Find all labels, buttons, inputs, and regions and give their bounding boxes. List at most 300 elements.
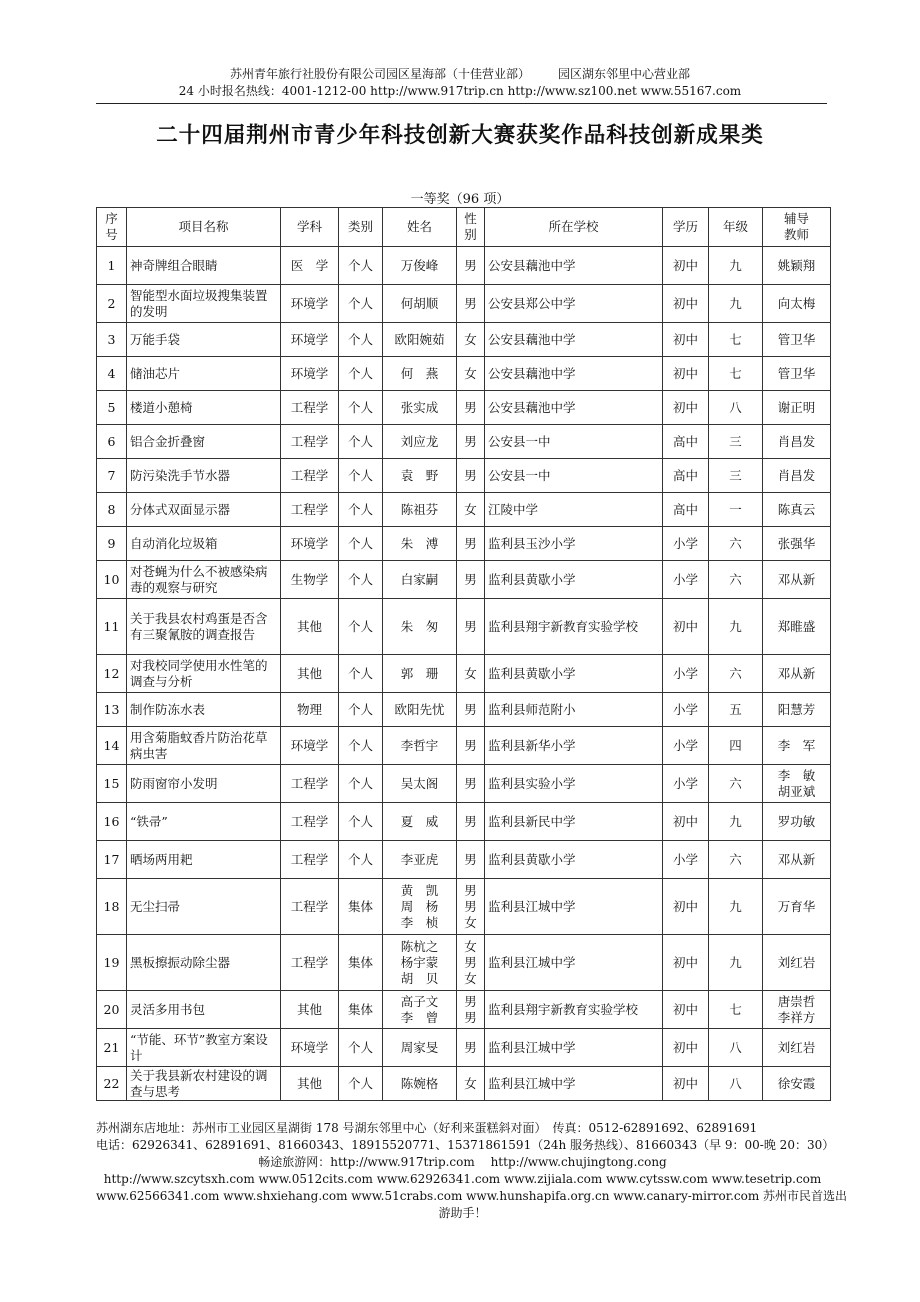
cell-names-entry: 郭 珊 — [400, 665, 439, 681]
cell-no: 11 — [97, 599, 127, 655]
cell-names — [383, 803, 457, 841]
cell-subject: 环境学 — [281, 323, 339, 357]
cell-genders-entry: 男 — [464, 399, 477, 415]
cell-level: 初中 — [663, 247, 709, 285]
cell-category: 个人 — [339, 561, 383, 599]
cell-genders — [457, 991, 485, 1029]
cell-genders — [457, 425, 485, 459]
cell-genders — [457, 1029, 485, 1067]
cell-subject: 医 学 — [281, 247, 339, 285]
cell-subject: 其他 — [281, 599, 339, 655]
cell-genders-entry: 男 — [464, 737, 477, 753]
cell-subject: 工程学 — [281, 425, 339, 459]
cell-genders — [457, 693, 485, 727]
cell-names — [383, 323, 457, 357]
cell-teachers-entry: 徐安霞 — [777, 1075, 816, 1091]
cell-genders-entry: 男 — [464, 571, 477, 587]
cell-genders-entry: 男 — [464, 954, 477, 970]
cell-names-entry: 白家嗣 — [400, 571, 439, 587]
cell-school: 监利县江城中学 — [485, 879, 663, 935]
cell-grade: 三 — [709, 425, 763, 459]
cell-project: 对苍蝇为什么不被感染病毒的观察与研究 — [127, 561, 281, 599]
header-project: 项目名称 — [127, 208, 281, 247]
cell-genders-entry: 女 — [464, 914, 477, 930]
cell-genders-entry: 男 — [464, 701, 477, 717]
cell-category: 个人 — [339, 727, 383, 765]
cell-category: 个人 — [339, 247, 383, 285]
cell-no: 17 — [97, 841, 127, 879]
cell-names-entry: 陈祖芬 — [400, 501, 439, 517]
cell-teachers-entry: 邓从新 — [777, 665, 816, 681]
cell-project: 铝合金折叠窗 — [127, 425, 281, 459]
cell-grade: 三 — [709, 459, 763, 493]
cell-names — [383, 991, 457, 1029]
cell-teachers-entry: 阳慧芳 — [777, 701, 816, 717]
header-no: 序 号 — [97, 208, 127, 247]
cell-project: 灵活多用书包 — [127, 991, 281, 1029]
cell-names — [383, 425, 457, 459]
cell-teachers — [763, 599, 831, 655]
cell-grade: 九 — [709, 879, 763, 935]
cell-level: 初中 — [663, 935, 709, 991]
cell-school: 监利县翔宇新教育实验学校 — [485, 991, 663, 1029]
cell-genders — [457, 561, 485, 599]
cell-teachers — [763, 1067, 831, 1101]
cell-subject: 其他 — [281, 991, 339, 1029]
cell-project: 储油芯片 — [127, 357, 281, 391]
table-row — [97, 655, 831, 693]
cell-genders-entry: 男 — [464, 295, 477, 311]
cell-no: 1 — [97, 247, 127, 285]
cell-grade: 八 — [709, 1029, 763, 1067]
cell-subject: 其他 — [281, 1067, 339, 1101]
cell-teachers — [763, 765, 831, 803]
cell-names — [383, 561, 457, 599]
cell-category: 个人 — [339, 1067, 383, 1101]
cell-project: “铁帚” — [127, 803, 281, 841]
cell-genders — [457, 727, 485, 765]
cell-teachers — [763, 693, 831, 727]
cell-project: 制作防冻水表 — [127, 693, 281, 727]
cell-level: 小学 — [663, 561, 709, 599]
cell-names — [383, 493, 457, 527]
table-row — [97, 693, 831, 727]
page-footer — [96, 1120, 848, 1222]
cell-genders — [457, 879, 485, 935]
cell-school: 监利县江城中学 — [485, 1067, 663, 1101]
cell-grade: 七 — [709, 357, 763, 391]
cell-grade: 四 — [709, 727, 763, 765]
cell-genders-entry: 男 — [464, 433, 477, 449]
cell-project: 无尘扫帚 — [127, 879, 281, 935]
table-row — [97, 803, 831, 841]
cell-category: 个人 — [339, 1029, 383, 1067]
table-row — [97, 727, 831, 765]
cell-grade: 九 — [709, 247, 763, 285]
cell-teachers-entry: 李 军 — [777, 737, 816, 753]
cell-genders — [457, 391, 485, 425]
cell-no: 16 — [97, 803, 127, 841]
cell-genders-entry: 女 — [464, 938, 477, 954]
cell-no: 18 — [97, 879, 127, 935]
cell-names — [383, 1029, 457, 1067]
cell-genders-entry: 男 — [464, 535, 477, 551]
cell-teachers-entry: 向太梅 — [777, 295, 816, 311]
cell-genders-entry: 女 — [464, 970, 477, 986]
cell-school: 监利县江城中学 — [485, 935, 663, 991]
cell-subject: 环境学 — [281, 527, 339, 561]
cell-no: 13 — [97, 693, 127, 727]
cell-category: 个人 — [339, 693, 383, 727]
cell-level: 小学 — [663, 765, 709, 803]
cell-grade: 六 — [709, 765, 763, 803]
table-row — [97, 991, 831, 1029]
cell-names-entry: 何胡顺 — [400, 295, 439, 311]
cell-level: 小学 — [663, 527, 709, 561]
cell-subject: 工程学 — [281, 765, 339, 803]
cell-school: 监利县新华小学 — [485, 727, 663, 765]
cell-project: 神奇牌组合眼睛 — [127, 247, 281, 285]
cell-teachers-entry: 郑睢盛 — [777, 618, 816, 634]
cell-names-entry: 袁 野 — [400, 467, 439, 483]
header-branch: 园区湖东邻里中心营业部 — [558, 67, 691, 81]
cell-teachers — [763, 459, 831, 493]
cell-names-entry: 朱 溥 — [400, 535, 439, 551]
cell-teachers — [763, 841, 831, 879]
cell-teachers-entry: 李 敏 — [777, 767, 816, 783]
cell-no: 6 — [97, 425, 127, 459]
cell-teachers — [763, 357, 831, 391]
cell-category: 集体 — [339, 991, 383, 1029]
cell-level: 小学 — [663, 655, 709, 693]
table-row — [97, 285, 831, 323]
cell-school: 监利县黄歇小学 — [485, 655, 663, 693]
cell-category: 个人 — [339, 459, 383, 493]
table-row — [97, 879, 831, 935]
cell-subject: 环境学 — [281, 727, 339, 765]
cell-school: 江陵中学 — [485, 493, 663, 527]
cell-project: “节能、环节”教室方案设计 — [127, 1029, 281, 1067]
cell-teachers — [763, 935, 831, 991]
cell-names-entry: 高子文 — [400, 993, 439, 1009]
cell-names — [383, 527, 457, 561]
cell-grade: 九 — [709, 599, 763, 655]
cell-genders — [457, 655, 485, 693]
table-row — [97, 765, 831, 803]
header-grade: 年级 — [709, 208, 763, 247]
cell-project: 晒场两用耙 — [127, 841, 281, 879]
cell-genders-entry: 女 — [464, 501, 477, 517]
cell-grade: 九 — [709, 285, 763, 323]
cell-teachers — [763, 493, 831, 527]
cell-grade: 八 — [709, 1067, 763, 1101]
cell-genders-entry: 男 — [464, 618, 477, 634]
cell-subject: 工程学 — [281, 493, 339, 527]
cell-school: 监利县黄歇小学 — [485, 561, 663, 599]
cell-project: 关于我县农村鸡蛋是否含有三聚氰胺的调查报告 — [127, 599, 281, 655]
cell-names-entry: 刘应龙 — [400, 433, 439, 449]
awards-table — [96, 207, 831, 1101]
cell-school: 公安县藕池中学 — [485, 391, 663, 425]
cell-genders — [457, 323, 485, 357]
cell-level: 初中 — [663, 991, 709, 1029]
cell-level: 初中 — [663, 803, 709, 841]
cell-no: 10 — [97, 561, 127, 599]
table-row — [97, 357, 831, 391]
cell-grade: 七 — [709, 323, 763, 357]
cell-no: 21 — [97, 1029, 127, 1067]
cell-category: 个人 — [339, 391, 383, 425]
cell-no: 7 — [97, 459, 127, 493]
cell-grade: 九 — [709, 935, 763, 991]
cell-category: 个人 — [339, 323, 383, 357]
cell-teachers-entry: 邓从新 — [777, 851, 816, 867]
cell-genders-entry: 女 — [464, 1075, 477, 1091]
cell-teachers — [763, 561, 831, 599]
cell-category: 个人 — [339, 841, 383, 879]
cell-genders-entry: 男 — [464, 882, 477, 898]
cell-category: 个人 — [339, 285, 383, 323]
cell-names-entry: 杨宇蒙 — [400, 954, 439, 970]
cell-teachers — [763, 323, 831, 357]
cell-grade: 五 — [709, 693, 763, 727]
cell-teachers-entry: 姚颖翔 — [777, 257, 816, 273]
table-row — [97, 493, 831, 527]
cell-no: 3 — [97, 323, 127, 357]
cell-project: 防污染洗手节水器 — [127, 459, 281, 493]
cell-genders — [457, 803, 485, 841]
cell-teachers — [763, 527, 831, 561]
cell-no: 22 — [97, 1067, 127, 1101]
footer-website: 畅途旅游网：http://www.917trip.com http://www.chujingtong.cong — [258, 1155, 667, 1169]
cell-names — [383, 599, 457, 655]
cell-no: 9 — [97, 527, 127, 561]
cell-names — [383, 841, 457, 879]
cell-level: 高中 — [663, 493, 709, 527]
cell-names — [383, 1067, 457, 1101]
cell-project: 黑板擦振动除尘器 — [127, 935, 281, 991]
cell-school: 公安县郑公中学 — [485, 285, 663, 323]
cell-subject: 生物学 — [281, 561, 339, 599]
cell-school: 监利县实验小学 — [485, 765, 663, 803]
cell-genders-entry: 男 — [464, 257, 477, 273]
cell-teachers-entry: 刘红岩 — [777, 1039, 816, 1055]
cell-grade: 八 — [709, 391, 763, 425]
header-gender: 性 别 — [457, 208, 485, 247]
cell-genders-entry: 男 — [464, 851, 477, 867]
cell-teachers — [763, 727, 831, 765]
cell-genders-entry: 女 — [464, 665, 477, 681]
cell-category: 个人 — [339, 493, 383, 527]
cell-genders-entry: 男 — [464, 1009, 477, 1025]
cell-school: 监利县翔宇新教育实验学校 — [485, 599, 663, 655]
cell-project: 防雨窗帘小发明 — [127, 765, 281, 803]
cell-project: 用含菊脂蚊香片防治花草病虫害 — [127, 727, 281, 765]
cell-grade: 六 — [709, 527, 763, 561]
cell-no: 15 — [97, 765, 127, 803]
cell-genders — [457, 357, 485, 391]
cell-subject: 其他 — [281, 655, 339, 693]
header-divider — [96, 103, 827, 104]
cell-category: 个人 — [339, 599, 383, 655]
table-row — [97, 841, 831, 879]
cell-project: 分体式双面显示器 — [127, 493, 281, 527]
cell-genders — [457, 1067, 485, 1101]
cell-teachers-entry: 陈真云 — [777, 501, 816, 517]
cell-subject: 工程学 — [281, 841, 339, 879]
table-row — [97, 247, 831, 285]
document-title: 二十四届荆州市青少年科技创新大赛获奖作品科技创新成果类 — [156, 123, 764, 148]
cell-teachers-entry: 唐崇哲 — [777, 993, 816, 1009]
cell-genders — [457, 493, 485, 527]
cell-project: 自动消化垃圾箱 — [127, 527, 281, 561]
table-header-row — [97, 208, 831, 247]
cell-teachers-entry: 肖昌发 — [777, 433, 816, 449]
cell-teachers — [763, 879, 831, 935]
cell-school: 监利县新民中学 — [485, 803, 663, 841]
cell-names — [383, 285, 457, 323]
cell-no: 5 — [97, 391, 127, 425]
cell-genders — [457, 459, 485, 493]
cell-school: 监利县黄歇小学 — [485, 841, 663, 879]
cell-level: 高中 — [663, 425, 709, 459]
cell-school: 公安县藕池中学 — [485, 323, 663, 357]
cell-grade: 六 — [709, 841, 763, 879]
footer-tagline: 游助手！ — [438, 1206, 487, 1220]
cell-subject: 环境学 — [281, 285, 339, 323]
cell-no: 12 — [97, 655, 127, 693]
cell-subject: 工程学 — [281, 391, 339, 425]
cell-project: 对我校同学使用水性笔的调查与分析 — [127, 655, 281, 693]
table-row — [97, 561, 831, 599]
cell-teachers — [763, 425, 831, 459]
cell-names-entry: 黄 凯 — [400, 882, 439, 898]
footer-phones: 电话：62926341、62891691、81660343、18915520771、15371861591（24h 服务热线）、81660343（早 9：00-晚 20：30） — [96, 1138, 835, 1152]
cell-genders-entry: 男 — [464, 775, 477, 791]
cell-grade: 九 — [709, 803, 763, 841]
cell-school: 监利县江城中学 — [485, 1029, 663, 1067]
cell-grade: 六 — [709, 655, 763, 693]
cell-category: 个人 — [339, 527, 383, 561]
cell-genders — [457, 765, 485, 803]
cell-subject: 工程学 — [281, 803, 339, 841]
header-teacher: 辅导 教师 — [763, 208, 831, 247]
cell-names-entry: 李亚虎 — [400, 851, 439, 867]
cell-no: 4 — [97, 357, 127, 391]
cell-level: 初中 — [663, 599, 709, 655]
cell-grade: 一 — [709, 493, 763, 527]
cell-genders-entry: 男 — [464, 813, 477, 829]
cell-teachers-entry: 管卫华 — [777, 331, 816, 347]
header-school: 所在学校 — [485, 208, 663, 247]
cell-teachers-entry: 管卫华 — [777, 365, 816, 381]
cell-names-entry: 陈杭之 — [400, 938, 439, 954]
cell-teachers-entry: 罗功敏 — [777, 813, 816, 829]
cell-teachers — [763, 1029, 831, 1067]
cell-teachers-entry: 李祥方 — [777, 1009, 816, 1025]
cell-names — [383, 247, 457, 285]
cell-names — [383, 391, 457, 425]
footer-links-2: www.62566341.com www.shxiehang.com www.51crabs.com www.hunshapifa.org.cn www.canary-mirror.com 苏州市民首选出 — [96, 1189, 848, 1203]
table-row — [97, 459, 831, 493]
cell-teachers — [763, 803, 831, 841]
table-row — [97, 599, 831, 655]
cell-genders-entry: 女 — [464, 365, 477, 381]
cell-no: 19 — [97, 935, 127, 991]
cell-teachers-entry: 谢正明 — [777, 399, 816, 415]
header-level: 学历 — [663, 208, 709, 247]
cell-names-entry: 欧阳婉茹 — [394, 331, 445, 347]
cell-category: 集体 — [339, 879, 383, 935]
cell-school: 公安县一中 — [485, 459, 663, 493]
cell-names-entry: 欧阳先忧 — [394, 701, 445, 717]
cell-school: 公安县藕池中学 — [485, 247, 663, 285]
cell-level: 初中 — [663, 357, 709, 391]
cell-school: 公安县一中 — [485, 425, 663, 459]
cell-genders — [457, 841, 485, 879]
cell-names — [383, 935, 457, 991]
cell-names — [383, 879, 457, 935]
cell-teachers-entry: 肖昌发 — [777, 467, 816, 483]
cell-names — [383, 727, 457, 765]
cell-teachers-entry: 邓从新 — [777, 571, 816, 587]
cell-no: 14 — [97, 727, 127, 765]
table-row — [97, 1067, 831, 1101]
page-header — [0, 66, 920, 100]
award-level-subtitle: 一等奖（96 项） — [410, 192, 510, 207]
footer-address: 苏州湖东店地址：苏州市工业园区星湖街 178 号湖东邻里中心（好利来蛋糕斜对面） 传真：0512-62891692、62891691 — [96, 1121, 758, 1135]
cell-genders — [457, 935, 485, 991]
cell-genders-entry: 男 — [464, 898, 477, 914]
cell-project: 楼道小憩椅 — [127, 391, 281, 425]
table-row — [97, 323, 831, 357]
cell-no: 2 — [97, 285, 127, 323]
cell-project: 关于我县新农村建设的调查与思考 — [127, 1067, 281, 1101]
cell-teachers-entry: 万育华 — [777, 898, 816, 914]
table-row — [97, 425, 831, 459]
cell-category: 个人 — [339, 357, 383, 391]
cell-teachers — [763, 655, 831, 693]
footer-links-1: http://www.szcytsxh.com www.0512cits.com www.62926341.com www.zijiala.com www.cytssw.com www.tesetrip.com — [103, 1172, 822, 1186]
cell-school: 公安县藕池中学 — [485, 357, 663, 391]
cell-teachers — [763, 247, 831, 285]
cell-level: 初中 — [663, 1029, 709, 1067]
cell-subject: 工程学 — [281, 879, 339, 935]
cell-names — [383, 655, 457, 693]
cell-names-entry: 何 燕 — [400, 365, 439, 381]
cell-school: 监利县师范附小 — [485, 693, 663, 727]
cell-teachers — [763, 391, 831, 425]
cell-category: 个人 — [339, 803, 383, 841]
cell-names-entry: 朱 匆 — [400, 618, 439, 634]
header-category: 类别 — [339, 208, 383, 247]
cell-genders-entry: 男 — [464, 467, 477, 483]
cell-subject: 环境学 — [281, 1029, 339, 1067]
table-row — [97, 527, 831, 561]
cell-names-entry: 夏 威 — [400, 813, 439, 829]
cell-project: 万能手袋 — [127, 323, 281, 357]
cell-names — [383, 459, 457, 493]
cell-genders-entry: 女 — [464, 331, 477, 347]
cell-level: 小学 — [663, 841, 709, 879]
cell-teachers-entry: 张强华 — [777, 535, 816, 551]
header-name: 姓名 — [383, 208, 457, 247]
cell-category: 个人 — [339, 765, 383, 803]
cell-teachers — [763, 991, 831, 1029]
cell-names — [383, 693, 457, 727]
cell-subject: 环境学 — [281, 357, 339, 391]
cell-subject: 工程学 — [281, 935, 339, 991]
